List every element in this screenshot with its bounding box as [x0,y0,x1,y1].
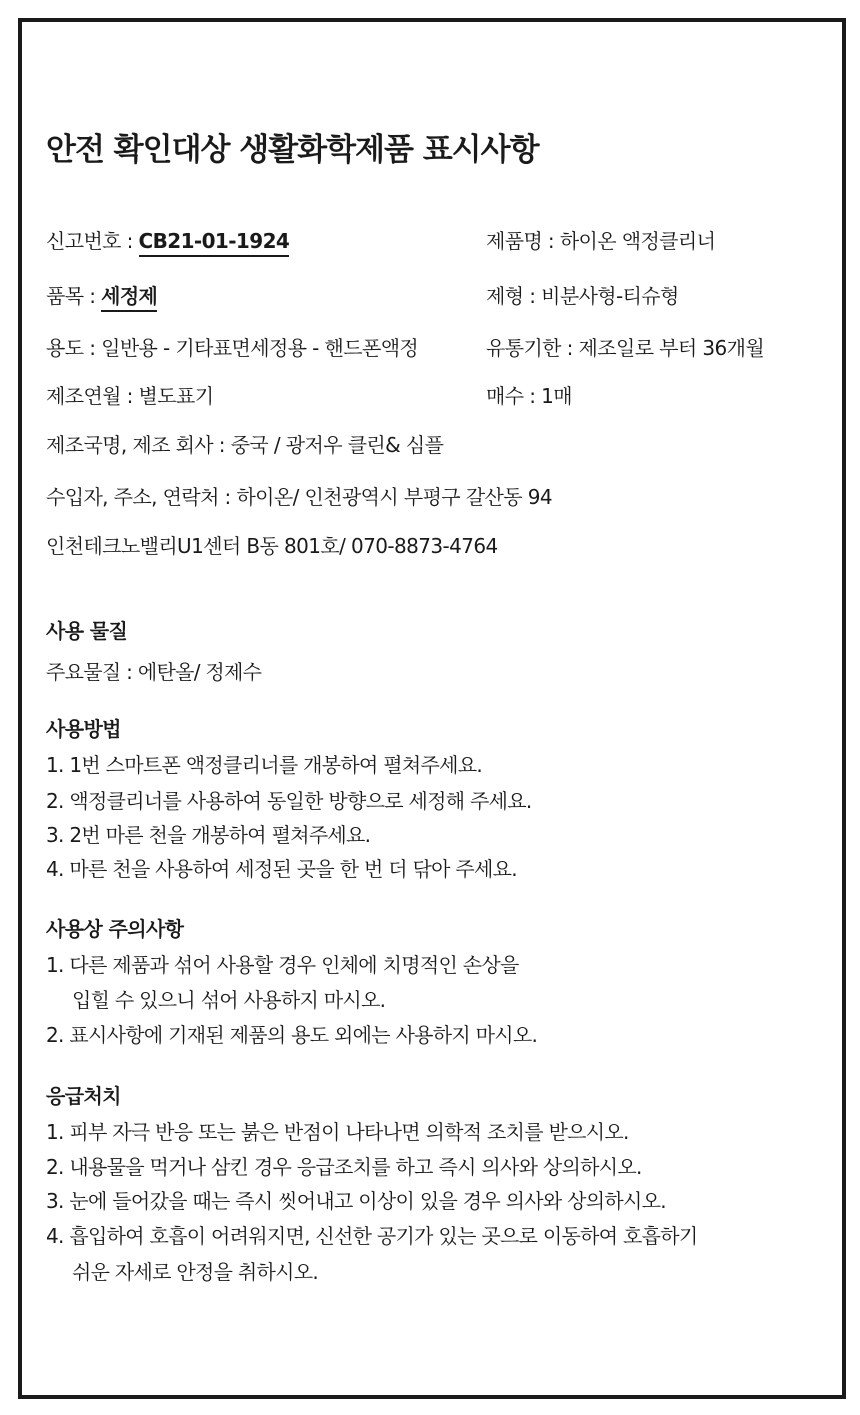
first-aid-line-4: 4. 흡입하여 호흡이 어려워지면, 신선한 공기가 있는 곳으로 이동하여 호흡하기 [46,1224,698,1248]
report-number-label: 신고번호 : [46,229,139,253]
caution-line-2: 2. 표시사항에 기재된 제품의 용도 외에는 사용하지 마시오. [46,1023,538,1047]
page-title: 안전 확인대상 생활화학제품 표시사항 [46,132,539,168]
info-row-7 [46,530,820,564]
product-name-value: 하이온 액정클리너 [559,229,716,253]
info-row-5 [46,429,820,463]
item-value: 세정제 [101,284,157,312]
first-aid-line-2: 2. 내용물을 먹거나 삼킨 경우 응급조치를 하고 즉시 의사와 상의하시오. [46,1155,642,1179]
first-aid-line-4-cont: 쉬운 자세로 안정을 취하시오. [72,1260,319,1284]
method-line-1: 1. 1번 스마트폰 액정클리너를 개봉하여 펼쳐주세요. [46,753,483,777]
manufactured-value: 별도표기 [138,384,214,408]
materials-heading: 사용 물질 [46,619,128,643]
caution-heading: 사용상 주의사항 [46,917,184,941]
manufactured [46,380,213,409]
method-heading: 사용방법 [46,717,121,741]
quantity [486,380,572,409]
expiry [486,332,764,361]
item-label: 품목 : [46,284,102,308]
manufactured-label: 제조연월 : [46,384,139,408]
usage-value: 일반용 - 기타표면세정용 - 핸드폰액정 [101,336,419,360]
expiry-label: 유통기한 : [486,336,579,360]
quantity-value: 1매 [541,384,572,408]
expiry-value: 제조일로 부터 36개월 [578,336,765,360]
importer-address: 인천테크노밸리U1센터 B동 801호/ 070-8873-4764 [46,534,498,558]
form-value: 비분사형-티슈형 [541,284,679,308]
importer [46,481,552,510]
importer-value: 하이온/ 인천광역시 부평구 갈산동 94 [236,485,552,509]
info-row-2 [46,280,820,314]
first-aid-heading: 응급처치 [46,1084,121,1108]
info-row-3 [46,332,820,366]
quantity-label: 매수 : [486,384,542,408]
method-line-4: 4. 마른 천을 사용하여 세정된 곳을 한 번 더 닦아 주세요. [46,857,517,881]
method-line-3: 3. 2번 마른 천을 개봉하여 펼쳐주세요. [46,823,371,847]
product-name-label: 제품명 : [486,229,560,253]
info-row-6 [46,481,820,515]
materials-line: 주요물질 : 에탄올/ 정제수 [46,660,262,684]
usage [46,332,418,361]
maker-label: 제조국명, 제조 회사 : [46,433,231,457]
caution-line-1: 1. 다른 제품과 섞어 사용할 경우 인체에 치명적인 손상을 [46,953,519,977]
item [46,280,157,309]
form [486,280,679,309]
report-number [46,225,289,254]
report-number-value: CB21-01-1924 [139,229,290,257]
product-name [486,225,715,254]
maker [46,429,443,458]
importer-label: 수입자, 주소, 연락처 : [46,485,237,509]
caution-line-1-cont: 입힐 수 있으니 섞어 사용하지 마시오. [72,988,386,1012]
first-aid-line-1: 1. 피부 자극 반응 또는 붉은 반점이 나타나면 의학적 조치를 받으시오. [46,1120,629,1144]
form-label: 제형 : [486,284,542,308]
maker-value: 중국 / 광저우 클린& 심플 [230,433,444,457]
usage-label: 용도 : [46,336,102,360]
method-line-2: 2. 액정클리너를 사용하여 동일한 방향으로 세정해 주세요. [46,789,532,813]
info-row-1 [46,225,820,259]
first-aid-line-3: 3. 눈에 들어갔을 때는 즉시 씻어내고 이상이 있을 경우 의사와 상의하시오. [46,1189,666,1213]
info-row-4 [46,380,820,414]
